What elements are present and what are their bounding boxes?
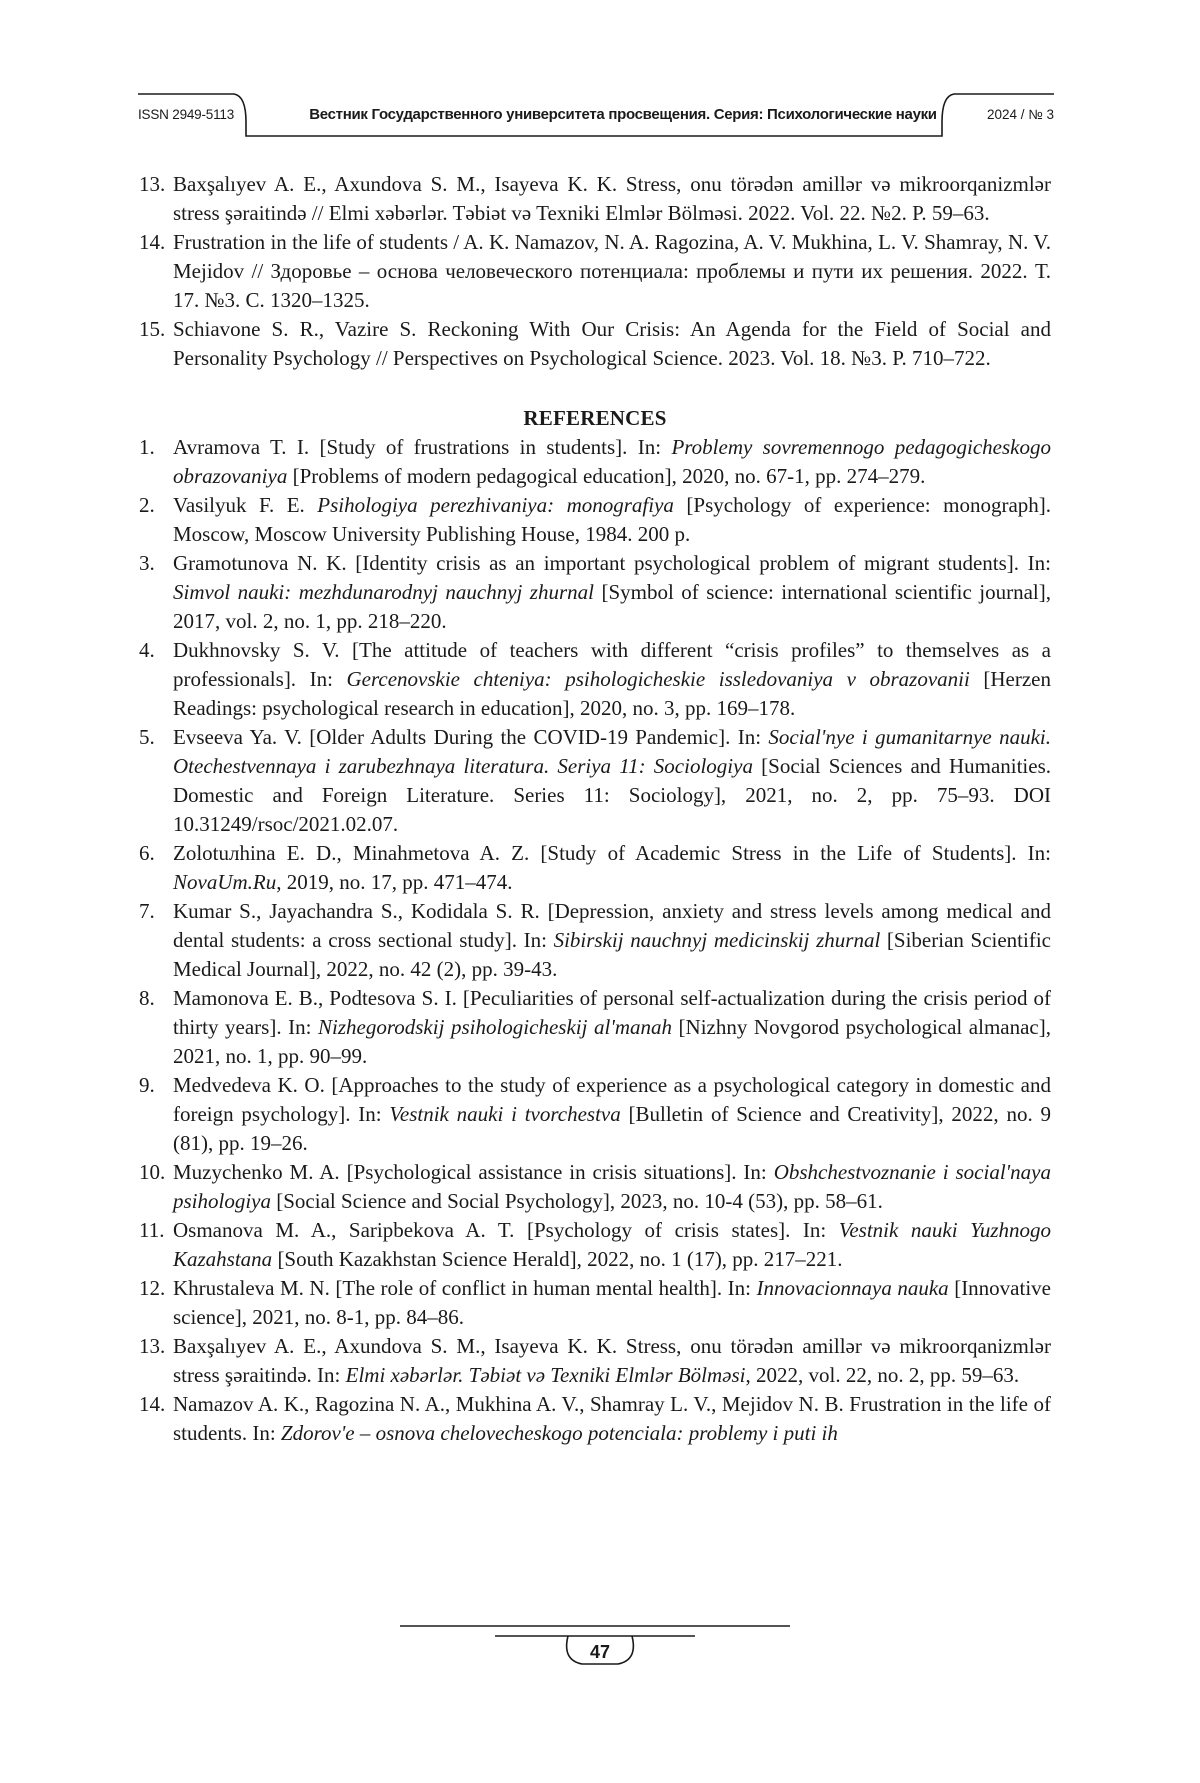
reference-text: [Herzen Readings: psychological research in education], 2020, no. 3, pp. 169–178.	[173, 667, 1051, 720]
reference-source-title: Psihologiya perezhivaniya: monografiya	[317, 493, 674, 517]
reference-item	[139, 1216, 1051, 1274]
bibliography-item	[139, 315, 1051, 373]
reference-source-title: Elmi xəbərlər. Təbiət və Texniki Elmlər Bölməsi	[346, 1363, 746, 1387]
reference-text: [Social Science and Social Psychology], 2023, no. 10-4 (53), pp. 58–61.	[271, 1189, 883, 1213]
references-list	[139, 433, 1051, 1448]
reference-number: 10.	[139, 1158, 165, 1187]
reference-text: [Problems of modern pedagogical education], 2020, no. 67-1, pp. 274–279.	[287, 464, 925, 488]
reference-item	[139, 1390, 1051, 1448]
reference-number: 6.	[139, 839, 155, 868]
reference-source-title: Social'nye i gumanitarnye nauki. Otechestvennaya i zarubezhnaya literatura. Seriya 11: Sociologiya	[173, 725, 1051, 778]
reference-text: Khrustaleva M. N. [The role of conflict in human mental health]. In:	[173, 1276, 757, 1300]
bibliography-list	[139, 170, 1051, 373]
reference-source-title: Innovacionnaya nauka	[757, 1276, 949, 1300]
reference-text: Avramova T. I. [Study of frustrations in students]. In:	[173, 435, 671, 459]
reference-number: 5.	[139, 723, 155, 752]
reference-text: Dukhnovsky S. V. [The attitude of teachers with different “crisis profiles” to themselves as a professionals]. In:	[173, 638, 1051, 691]
reference-item	[139, 549, 1051, 636]
reference-number: 9.	[139, 1071, 155, 1100]
reference-source-title: Sibirskij nauchnyj medicinskij zhurnal	[554, 928, 881, 952]
reference-number: 1.	[139, 433, 155, 462]
reference-item	[139, 636, 1051, 723]
bibliography-item	[139, 228, 1051, 315]
reference-item	[139, 433, 1051, 491]
reference-number: 8.	[139, 984, 155, 1013]
reference-text: Evseeva Ya. V. [Older Adults During the COVID-19 Pandemic]. In:	[173, 725, 768, 749]
header-journal-title: Вестник Государственного университета просвещения. Серия: Психологические науки	[298, 106, 948, 123]
references-heading: REFERENCES	[139, 404, 1051, 433]
reference-text: Frustration in the life of students / A. K. Namazov, N. A. Ragozina, A. V. Mukhina, L. V. Shamray, N. V. Mejidov // Здоровье – основа человеческого потенциала: проблемы и пути их решения. 2022. Т. 17. №3. С. 1320–1325.	[173, 230, 1051, 312]
reference-text: [Symbol of science: international scientific journal], 2017, vol. 2, no. 1, pp. 218–220.	[173, 580, 1051, 633]
header-issue: 2024 / № 3	[987, 107, 1054, 122]
reference-item	[139, 897, 1051, 984]
reference-text: Gramotunova N. K. [Identity crisis as an important psychological problem of migrant students]. In:	[173, 551, 1051, 575]
reference-item	[139, 1332, 1051, 1390]
reference-item	[139, 1274, 1051, 1332]
reference-text: [Bulletin of Science and Creativity], 2022, no. 9 (81), pp. 19–26.	[173, 1102, 1051, 1155]
reference-number: 3.	[139, 549, 155, 578]
page-footer	[400, 1624, 800, 1684]
reference-source-title: Zdorov'e – osnova chelovecheskogo potenciala: problemy i puti ih	[281, 1421, 838, 1445]
reference-item	[139, 984, 1051, 1071]
reference-source-title: Problemy sovremennogo pedagogicheskogo obrazovaniya	[173, 435, 1051, 488]
reference-source-title: Gercenovskie chteniya: psihologicheskie issledovaniya v obrazovanii	[347, 667, 970, 691]
reference-number: 2.	[139, 491, 155, 520]
reference-source-title: Vestnik nauki Yuzhnogo Kazahstana	[173, 1218, 1051, 1271]
reference-text: Mamonova E. B., Podtesova S. I. [Peculiarities of personal self-actualization during the crisis period of thirty years]. In:	[173, 986, 1051, 1039]
reference-number: 13.	[139, 1332, 165, 1361]
reference-number: 7.	[139, 897, 155, 926]
reference-item	[139, 1158, 1051, 1216]
reference-text: , 2022, vol. 22, no. 2, pp. 59–63.	[746, 1363, 1020, 1387]
reference-text: Baxşalıyev A. E., Axundova S. M., Isayeva K. K. Stress, onu törədən amillər və mikroorqanizmlər stress şəraitində // Elmi xəbərlər. Təbiət və Texniki Elmlər Bölməsi. 2022. Vol. 22. №2. P. 59–63.	[173, 172, 1051, 225]
reference-number: 12.	[139, 1274, 165, 1303]
reference-source-title: Vestnik nauki i tvorchestva	[389, 1102, 620, 1126]
reference-text: Vasilyuk F. E.	[173, 493, 317, 517]
reference-text: Osmanova M. A., Saripbekova A. T. [Psychology of crisis states]. In:	[173, 1218, 839, 1242]
reference-item	[139, 1071, 1051, 1158]
reference-text: [South Kazakhstan Science Herald], 2022, no. 1 (17), pp. 217–221.	[272, 1247, 842, 1271]
reference-number: 13.	[139, 170, 165, 199]
reference-text: Baxşalıyev A. E., Axundova S. M., Isayeva K. K. Stress, onu törədən amillər və mikroorqanizmlər stress şəraitində. In:	[173, 1334, 1051, 1387]
reference-source-title: Simvol nauki: mezhdunarodnyj nauchnyj zhurnal	[173, 580, 594, 604]
running-header	[138, 92, 1054, 138]
reference-text: Kumar S., Jayachandra S., Kodidala S. R. [Depression, anxiety and stress levels among medical and dental students: a cross sectional study]. In:	[173, 899, 1051, 952]
reference-text: Muzychenko M. A. [Psychological assistance in crisis situations]. In:	[173, 1160, 774, 1184]
reference-source-title: Nizhegorodskij psihologicheskij al'manah	[318, 1015, 672, 1039]
page-number: 47	[400, 1642, 800, 1663]
reference-number: 14.	[139, 1390, 165, 1419]
reference-number: 11.	[139, 1216, 164, 1245]
reference-text: [Psychology of experience: monograph]. Moscow, Moscow University Publishing House, 1984. 200 p.	[173, 493, 1051, 546]
header-issn: ISSN 2949-5113	[138, 107, 234, 122]
reference-number: 14.	[139, 228, 165, 257]
reference-number: 4.	[139, 636, 155, 665]
reference-text: [Siberian Scientific Medical Journal], 2022, no. 42 (2), pp. 39-43.	[173, 928, 1051, 981]
reference-text: , 2019, no. 17, pp. 471–474.	[276, 870, 512, 894]
page-content	[139, 170, 1051, 1448]
reference-item	[139, 723, 1051, 839]
section-gap	[139, 373, 1051, 404]
reference-number: 15.	[139, 315, 165, 344]
reference-item	[139, 839, 1051, 897]
reference-text: Namazov A. K., Ragozina N. A., Mukhina A. V., Shamray L. V., Mejidov N. B. Frustration in the life of students. In:	[173, 1392, 1051, 1445]
reference-source-title: NovaUm.Ru	[173, 870, 276, 894]
reference-text: Zolotuлhina E. D., Minahmetova A. Z. [Study of Academic Stress in the Life of Students]. In:	[173, 841, 1051, 865]
reference-text: [Innovative science], 2021, no. 8-1, pp. 84–86.	[173, 1276, 1051, 1329]
bibliography-item	[139, 170, 1051, 228]
reference-text: Medvedeva K. O. [Approaches to the study of experience as a psychological category in domestic and foreign psychology]. In:	[173, 1073, 1051, 1126]
reference-text: Schiavone S. R., Vazire S. Reckoning With Our Crisis: An Agenda for the Field of Social and Personality Psychology // Perspectives on Psychological Science. 2023. Vol. 18. №3. P. 710–722.	[173, 317, 1051, 370]
reference-text: [Nizhny Novgorod psychological almanac], 2021, no. 1, pp. 90–99.	[173, 1015, 1051, 1068]
reference-item	[139, 491, 1051, 549]
reference-source-title: Obshchestvoznanie i social'naya psihologiya	[173, 1160, 1051, 1213]
reference-text: [Social Sciences and Humanities. Domestic and Foreign Literature. Series 11: Sociology], 2021, no. 2, pp. 75–93. DOI 10.31249/rsoc/2021.02.07.	[173, 754, 1051, 836]
